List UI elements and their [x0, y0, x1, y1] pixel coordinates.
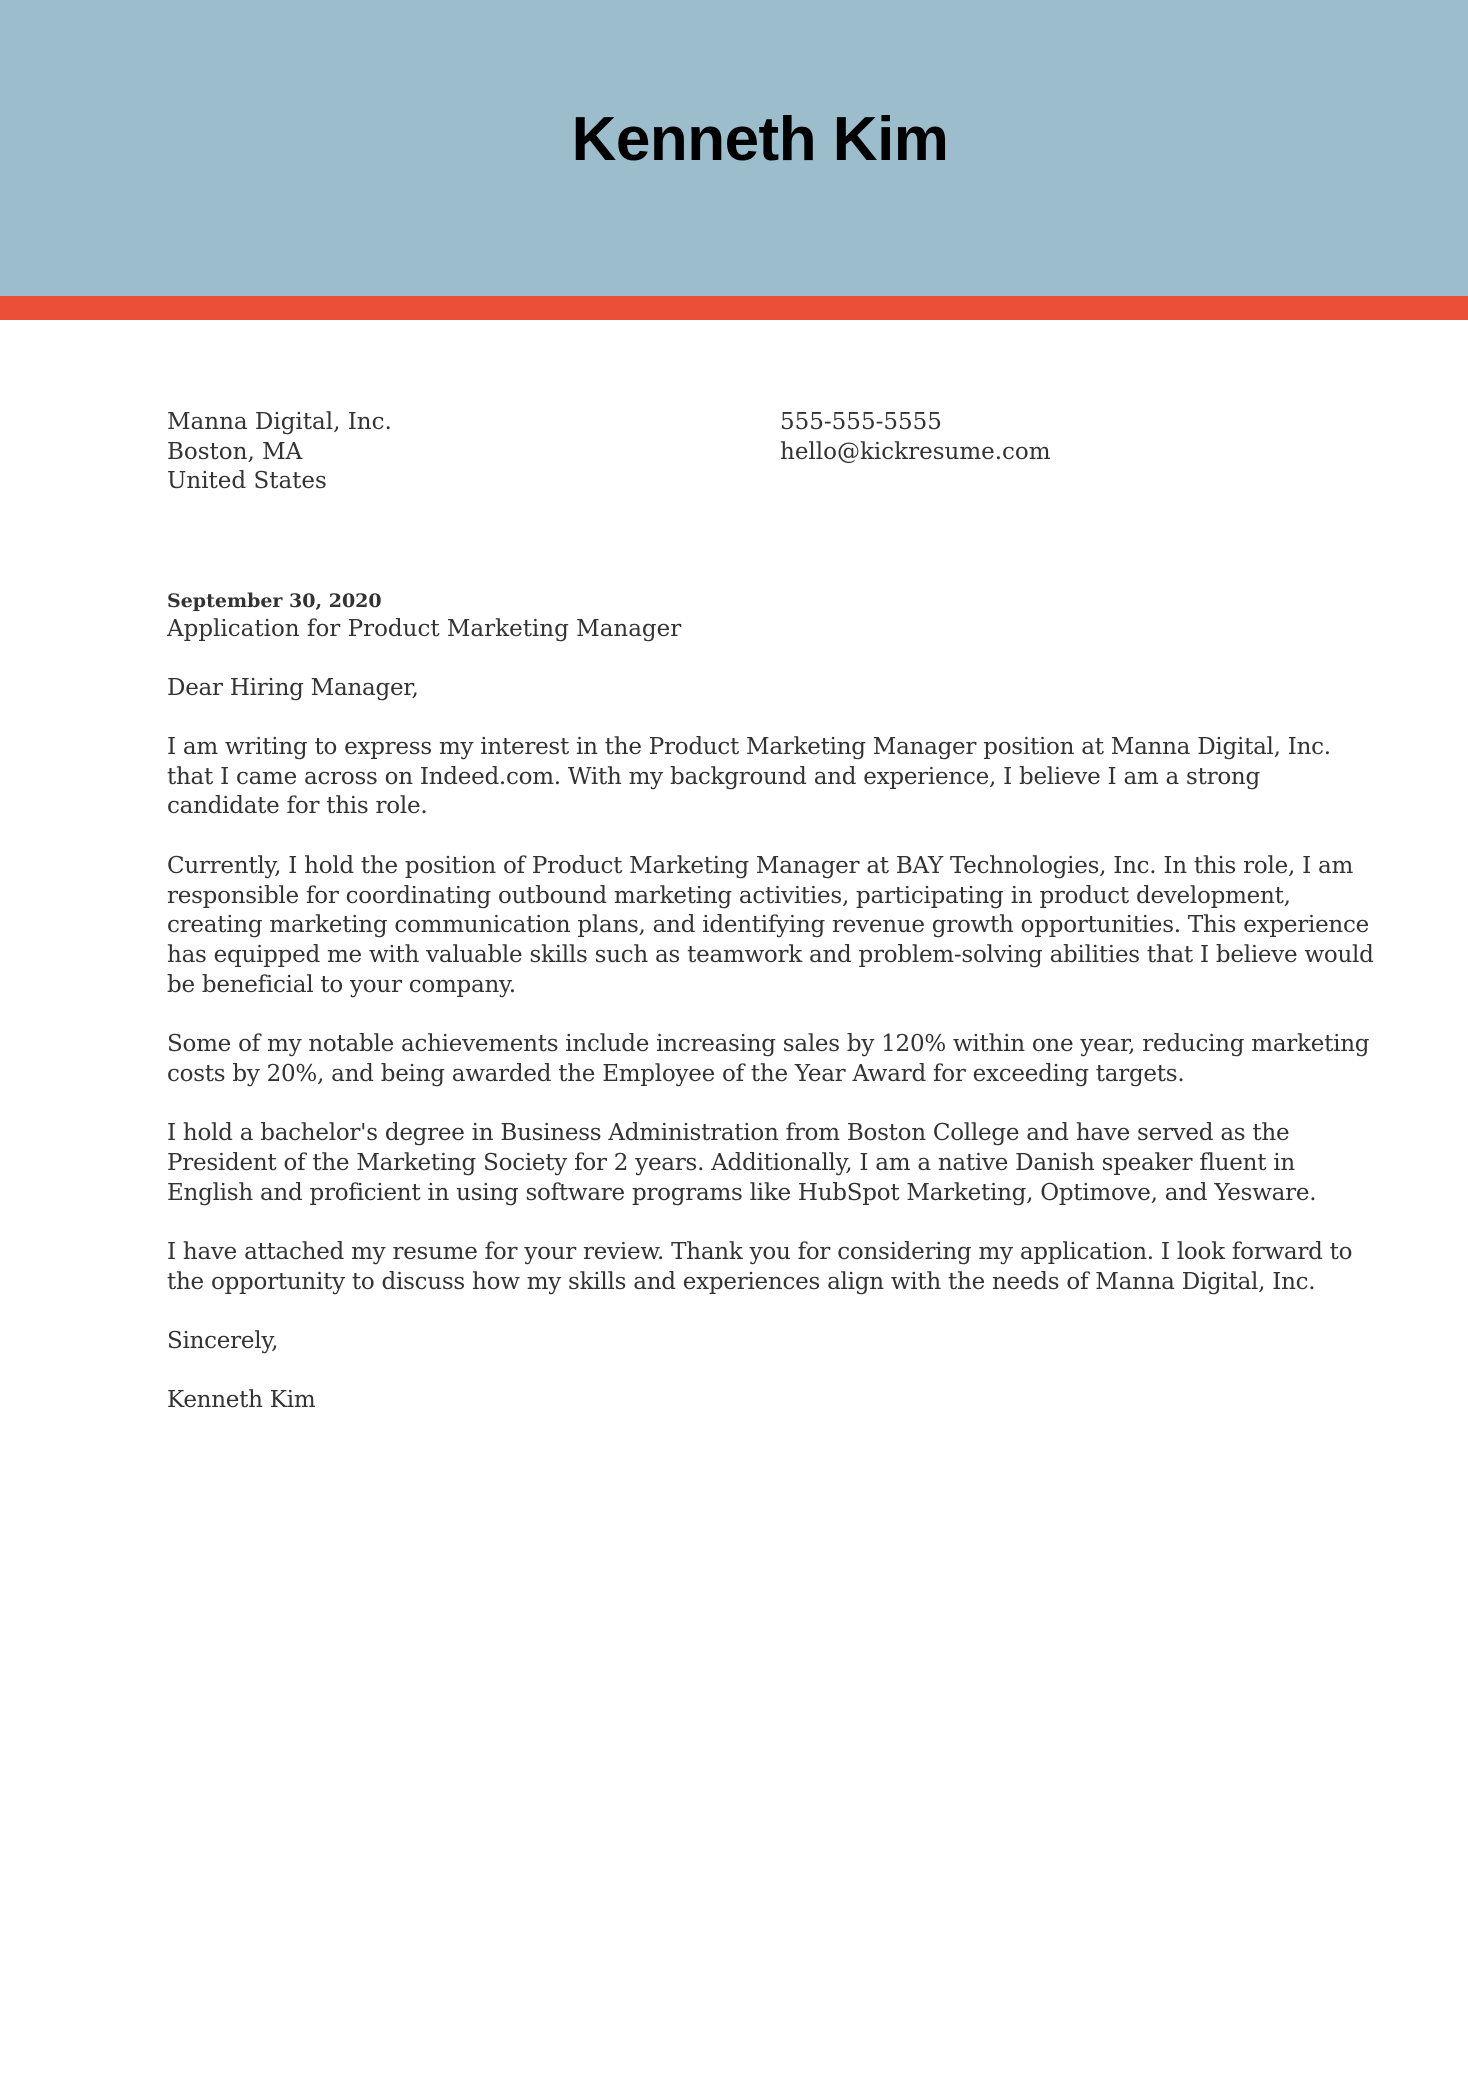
letter-paragraph: I am writing to express my interest in the Product Marketing Manager position at Manna Digital, Inc. that I came across on Indeed.com. With my background and experience, I believe I am a strong candidate for this role.: [167, 734, 1331, 820]
header-banner: [0, 0, 1468, 296]
letter-paragraph: Some of my notable achievements include increasing sales by 120% within one year, reducing marketing costs by 20%, and being awarded the Employee of the Year Award for exceeding targets.: [167, 1031, 1370, 1087]
contact-email: hello@kickresume.com: [780, 438, 1051, 465]
letter-closing: Sincerely,: [167, 1328, 279, 1355]
letter-paragraph: I hold a bachelor's degree in Business Administration from Boston College and have served as the President of the Marketing Society for 2 years. Additionally, I am a native Danish speaker fluent in English and proficient in using software programs like HubSpot Marketing, Optimove, and Yesware.: [167, 1120, 1317, 1206]
letter-greeting: Dear Hiring Manager,: [167, 674, 419, 701]
recipient-address: [167, 408, 667, 497]
letter-paragraph: Currently, I hold the position of Product Marketing Manager at BAY Technologies, Inc. In this role, I am responsible for coordinating outbound marketing activities, participating in product development, creating marketing communication plans, and identifying revenue growth opportunities. This experience has equipped me with valuable skills such as teamwork and problem-solving abilities that I believe would be beneficial to your company.: [167, 852, 1374, 998]
contact-phone: 555-555-5555: [780, 409, 942, 435]
accent-bar: [0, 296, 1468, 320]
letter-subject: Application for Product Marketing Manager: [167, 616, 682, 642]
recipient-company: Manna Digital, Inc.: [167, 409, 392, 435]
recipient-country: United States: [167, 468, 327, 495]
contact-info: [780, 408, 1280, 467]
applicant-name: Kenneth Kim: [571, 105, 949, 174]
letter-date: September 30, 2020: [167, 590, 382, 612]
letter-body: [167, 588, 1377, 1416]
letter-signature: Kenneth Kim: [167, 1387, 316, 1414]
letter-paragraph: I have attached my resume for your review. Thank you for considering my application. I look forward to the opportunity to discuss how my skills and experiences align with the needs of Manna Digital, Inc.: [167, 1238, 1353, 1295]
recipient-city: Boston, MA: [167, 438, 303, 465]
